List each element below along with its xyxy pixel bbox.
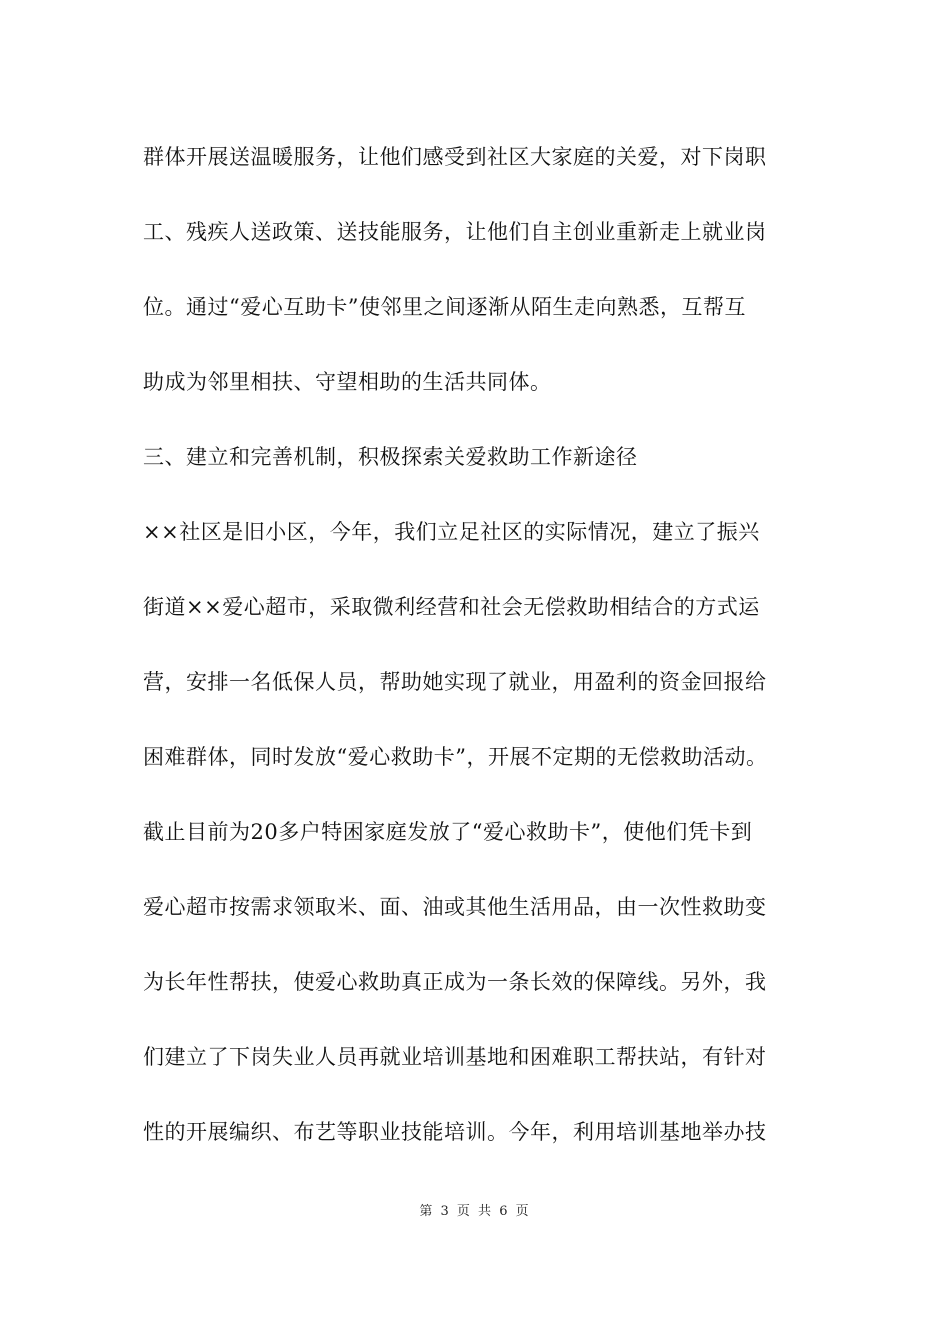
text-line: 位。通过“爱心互助卡”使邻里之间逐渐从陌生走向熟悉，互帮互 bbox=[143, 295, 746, 319]
text-line: 工、残疾人送政策、送技能服务，让他们自主创业重新走上就业岗 bbox=[143, 220, 767, 244]
text-line: 爱心超市按需求领取米、面、油或其他生活用品，由一次性救助变 bbox=[143, 895, 767, 919]
text-line: 群体开展送温暖服务，让他们感受到社区大家庭的关爱，对下岗职 bbox=[143, 145, 767, 169]
text-line: 为长年性帮扶，使爱心救助真正成为一条长效的保障线。另外，我 bbox=[143, 970, 767, 994]
section-heading: 三、建立和完善机制，积极探索关爱救助工作新途径 bbox=[143, 445, 638, 469]
text-line: 们建立了下岗失业人员再就业培训基地和困难职工帮扶站，有针对 bbox=[143, 1045, 767, 1069]
text-line: 营，安排一名低保人员，帮助她实现了就业，用盈利的资金回报给 bbox=[143, 670, 767, 694]
text-line: 截止目前为20多户特困家庭发放了“爱心救助卡”，使他们凭卡到 bbox=[143, 820, 753, 844]
text-line: 助成为邻里相扶、守望相助的生活共同体。 bbox=[143, 370, 552, 394]
body-text bbox=[143, 133, 833, 1183]
page-footer: 第 3 页 共 6 页 bbox=[419, 1204, 531, 1219]
text-line: 困难群体，同时发放“爱心救助卡”，开展不定期的无偿救助活动。 bbox=[143, 745, 768, 769]
text-line: ××社区是旧小区，今年，我们立足社区的实际情况，建立了振兴 bbox=[143, 520, 760, 544]
text-line: 性的开展编织、布艺等职业技能培训。今年，利用培训基地举办技 bbox=[143, 1120, 767, 1144]
text-line: 街道××爱心超市，采取微利经营和社会无偿救助相结合的方式运 bbox=[143, 595, 760, 619]
